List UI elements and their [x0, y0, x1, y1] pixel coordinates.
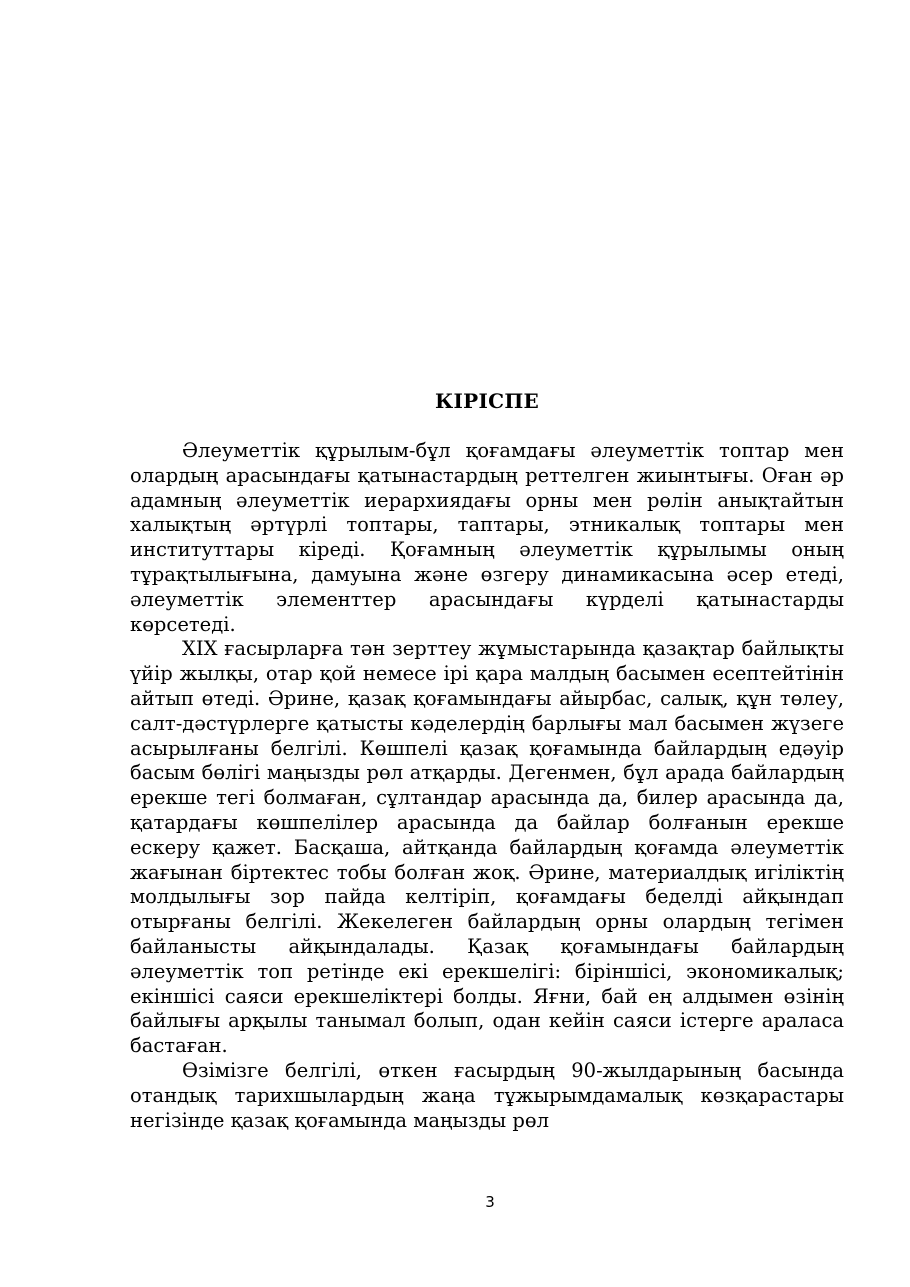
paragraph: Өзімізге белгілі, өткен ғасырдың 90-жылдарының басында отандық тарихшылардың жаңа тұжырымдамалық көзқарастары негізінде қазақ қоғамында маңызды рөл	[130, 1058, 844, 1132]
section-heading: КІРІСПЕ	[434, 389, 540, 413]
page-number: 3	[485, 1193, 495, 1211]
paragraph: XIX ғасырларға тән зерттеу жұмыстарында қазақтар байлықты үйір жылқы, отар қой немесе ірі қара малдың басымен есептейтінін айтып өтеді. Әрине, қазақ қоғамындағы айырбас, салық, құн төлеу, салт-дәстүрлерге қатысты кәделердің барлығы мал басымен жүзеге асырылғаны белгілі. Көшпелі қазақ қоғамында байлардың едәуір басым бөлігі маңызды рөл атқарды. Дегенмен, бұл арада байлардың ерекше тегі болмаған, сұлтандар арасында да, билер арасында да, қатардағы көшпелілер арасында да байлар болғанын ерекше ескеру қажет. Басқаша, айтқанда байлардың қоғамда әлеуметтік жағынан біртектес тобы болған жоқ. Әрине, материалдық игіліктің молдылығы зор пайда келтіріп, қоғамдағы беделді айқындап отырғаны белгілі. Жекелеген байлардың орны олардың тегімен байланысты айқындалады. Қазақ қоғамындағы байлардың әлеуметтік топ ретінде екі ерекшелігі: біріншісі, экономикалық; екіншісі саяси ерекшеліктері болды. Яғни, бай ең алдымен өзінің байлығы арқылы танымал болып, одан кейін саяси істерге араласа бастаған.	[130, 637, 844, 1058]
paragraph: Әлеуметтік құрылым-бұл қоғамдағы әлеуметтік топтар мен олардың арасындағы қатынастардың реттелген жиынтығы. Оған әр адамның әлеуметтік иерархиядағы орны мен рөлін анықтайтын халықтың әртүрлі топтары, таптары, этникалық топтары мен институттары кіреді. Қоғамның әлеуметтік құрылымы оның тұрақтылығына, дамуына және өзгеру динамикасына әсер етеді, әлеуметтік элементтер арасындағы күрделі қатынастарды көрсетеді.	[130, 439, 844, 636]
body-text	[130, 439, 844, 1133]
